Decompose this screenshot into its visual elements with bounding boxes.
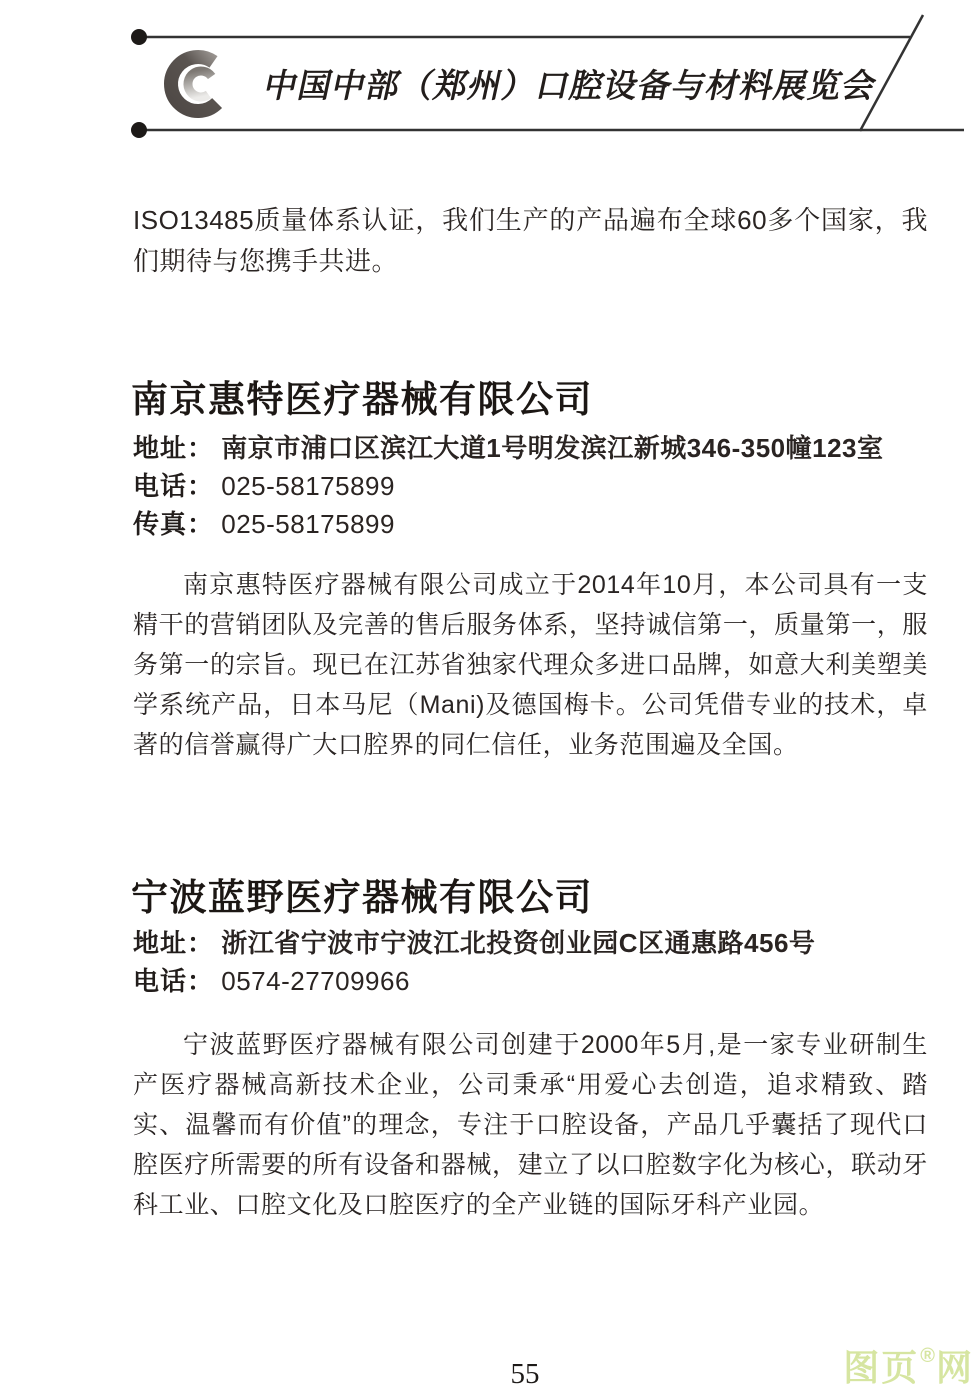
intro-paragraph: ISO13485质量体系认证，我们生产的产品遍布全球60多个国家，我们期待与您携手共进。 <box>133 205 928 276</box>
company-1-description: 南京惠特医疗器械有限公司成立于2014年10月，本公司具有一支精干的营销团队及完善的售后服务体系，坚持诚信第一，质量第一，服务第一的宗旨。现已在江苏省独家代理众多进口品牌，如意大利美塑美学系统产品，日本马尼（Mani)及德国梅卡。公司凭借专业的技术，卓著的信誉赢得广大口腔界的同仁信任，业务范围遍及全国。 <box>133 571 928 759</box>
company-2-description: 宁波蓝野医疗器械有限公司创建于2000年5月,是一家专业研制生产医疗器械高新技术企业，公司秉承“用爱心去创造，追求精致、踏实、温馨而有价值”的理念，专注于口腔设备，产品几乎囊括了现代口腔医疗所需要的所有设备和器械，建立了以口腔数字化为核心，联动牙科工业、口腔文化及口腔医疗的全产业链的国际牙科产业园。 <box>133 1031 928 1219</box>
registered-mark-icon: ® <box>920 1345 935 1367</box>
company-1-contact-block <box>133 432 953 546</box>
phone-label: 电话： <box>133 966 215 996</box>
company-2-contact-block <box>133 927 953 1003</box>
company-2-phone-line <box>133 965 953 1003</box>
expo-logo-icon <box>158 42 238 126</box>
address-value: 浙江省宁波市宁波江北投资创业园C区通惠路456号 <box>221 928 816 958</box>
company-2-name: 宁波蓝野医疗器械有限公司 <box>131 876 593 918</box>
address-value: 南京市浦口区滨江大道1号明发滨江新城346-350幢123室 <box>221 433 884 463</box>
company-1-fax-line <box>133 508 953 546</box>
fax-value: 025-58175899 <box>221 509 395 539</box>
expo-title: 中国中部（郑州）口腔设备与材料展览会 <box>260 67 881 104</box>
watermark-text-left: 图页 <box>843 1347 920 1388</box>
company-2-address-line <box>133 927 953 965</box>
page-number: 55 <box>510 1358 540 1390</box>
company-1-name: 南京惠特医疗器械有限公司 <box>131 378 593 420</box>
company-1-phone-line <box>133 470 953 508</box>
address-label: 地址： <box>133 433 215 463</box>
phone-label: 电话： <box>133 471 215 501</box>
fax-label: 传真： <box>133 509 215 539</box>
company-1-address-line <box>133 432 953 470</box>
watermark-text-right: 网 <box>935 1347 974 1388</box>
address-label: 地址： <box>133 928 215 958</box>
phone-value: 0574-27709966 <box>221 966 410 996</box>
phone-value: 025-58175899 <box>221 471 395 501</box>
watermark-logo <box>843 1328 974 1396</box>
